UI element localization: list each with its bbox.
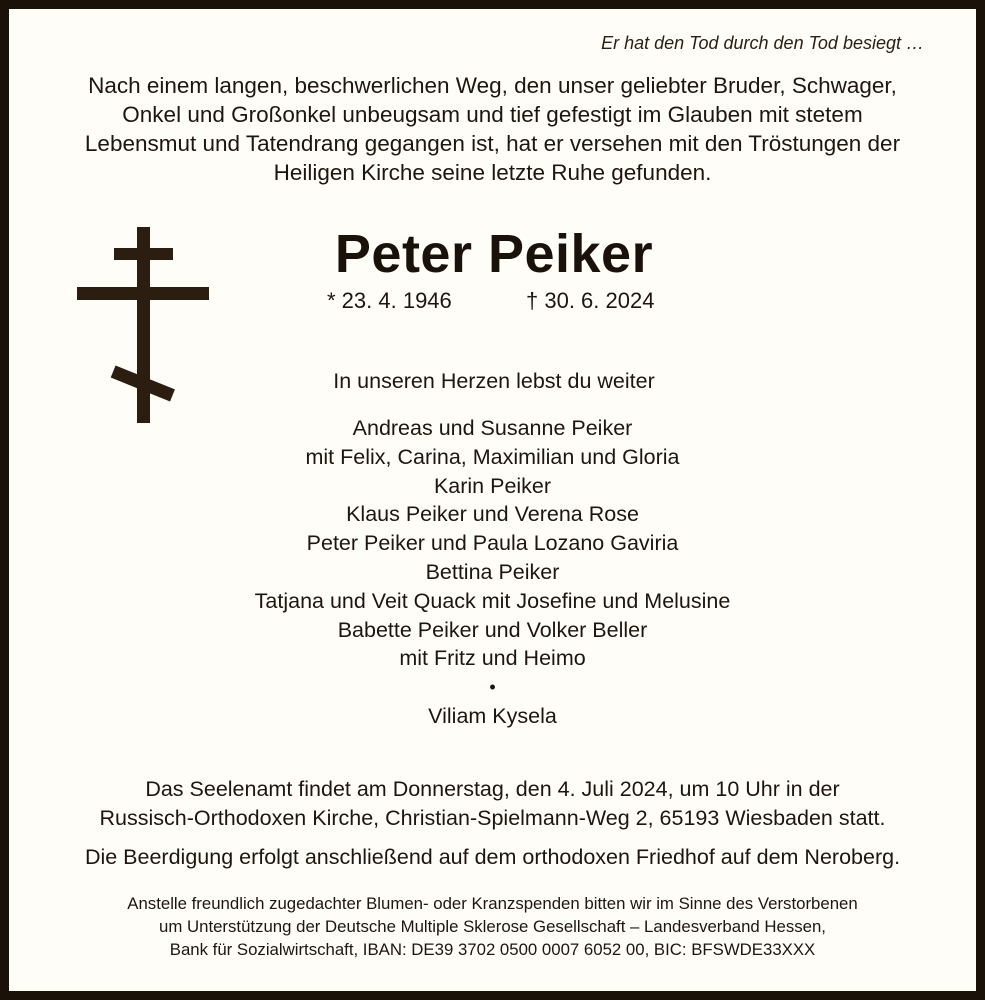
mourner-line: mit Fritz und Heimo — [399, 646, 586, 671]
intro-line: Onkel und Großonkel unbeugsam und tief gefestigt im Glauben mit stetem — [122, 102, 863, 127]
birth-date: * 23. 4. 1946 — [327, 288, 452, 313]
obituary-card — [9, 9, 976, 991]
mourner-line: Klaus Peiker und Verena Rose — [346, 502, 639, 527]
intro-line: Nach einem langen, beschwerlichen Weg, den unser geliebter Bruder, Schwager, — [88, 73, 897, 98]
mourner-line: Bettina Peiker — [425, 559, 560, 584]
burial-info: Die Beerdigung erfolgt anschließend auf dem orthodoxen Friedhof auf dem Neroberg. — [84, 845, 901, 869]
separator-dot: • — [489, 677, 496, 698]
mourner-line: Andreas und Susanne Peiker — [352, 416, 633, 440]
service-info — [29, 775, 956, 833]
intro-line: Lebensmut und Tatendrang gegangen ist, hat er versehen mit den Tröstungen der — [84, 131, 901, 156]
mourner-line: mit Felix, Carina, Maximilian und Gloria — [305, 444, 680, 469]
donation-note — [29, 892, 956, 961]
partner-name: Viliam Kysela — [428, 703, 557, 728]
mourner-line: Tatjana und Veit Quack mit Josefine und Melusine — [254, 588, 731, 613]
farewell-line: In unseren Herzen lebst du weiter — [333, 369, 655, 393]
deceased-name: Peter Peiker — [334, 224, 654, 284]
mourner-line: Karin Peiker — [433, 473, 552, 498]
donation-line: Bank für Sozialwirtschaft, IBAN: DE39 3702 0500 0007 6052 00, BIC: BFSWDE33XXX — [169, 940, 816, 959]
motto: Er hat den Tod durch den Tod besiegt … — [601, 33, 924, 53]
service-line: Russisch-Orthodoxen Kirche, Christian-Spielmann-Weg 2, 65193 Wiesbaden statt. — [99, 806, 886, 830]
donation-line: Anstelle freundlich zugedachter Blumen- oder Kranzspenden bitten wir im Sinne des Verstorbenen — [127, 894, 858, 913]
service-line: Das Seelenamt findet am Donnerstag, den 4. Juli 2024, um 10 Uhr in der — [145, 777, 840, 801]
intro-line: Heiligen Kirche seine letzte Ruhe gefunden. — [273, 160, 712, 185]
mourner-line: Babette Peiker und Volker Beller — [337, 617, 648, 642]
donation-line: um Unterstützung der Deutsche Multiple Sklerose Gesellschaft – Landesverband Hessen, — [159, 917, 826, 936]
death-date: † 30. 6. 2024 — [526, 288, 655, 313]
intro-text — [39, 71, 946, 187]
mourners-list — [139, 414, 846, 731]
mourner-line: Peter Peiker und Paula Lozano Gaviria — [306, 531, 679, 556]
orthodox-cross-icon — [77, 227, 209, 423]
